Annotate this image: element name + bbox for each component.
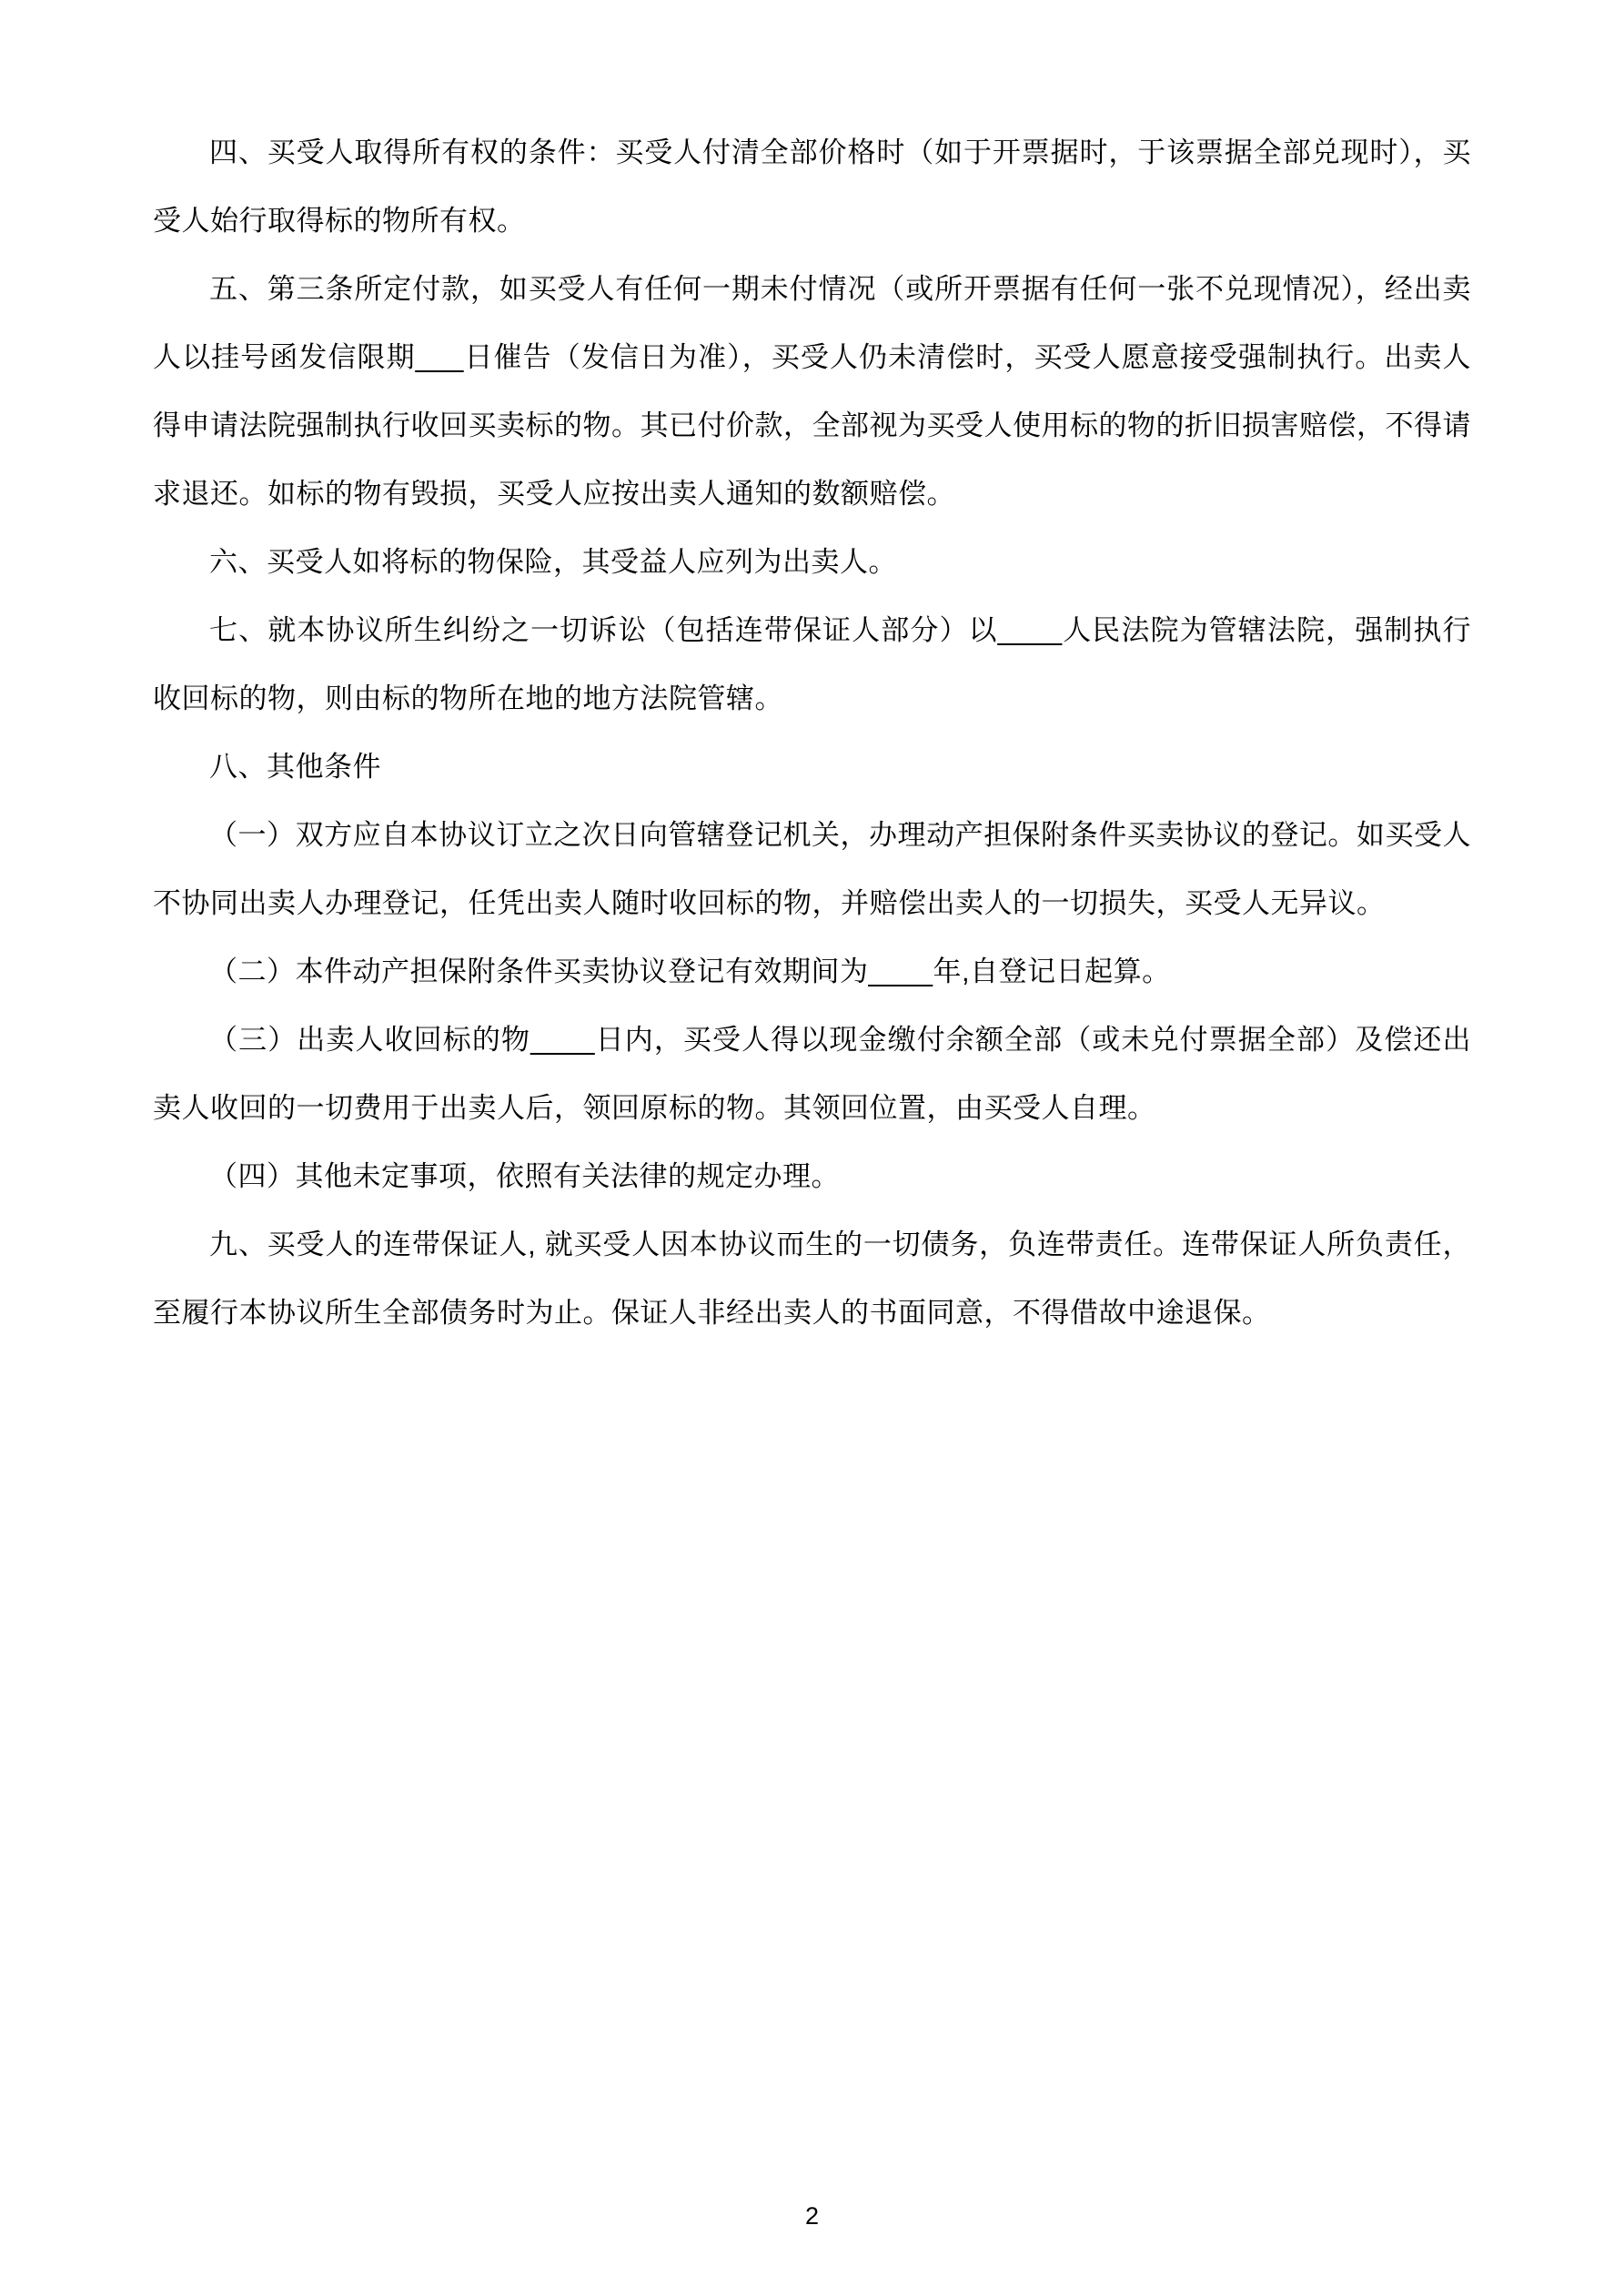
paragraph-clause-4: 四、买受人取得所有权的条件：买受人付清全部价格时（如于开票据时，于该票据全部兑现时），买受人始行取得标的物所有权。 (153, 137, 1471, 237)
document-body (153, 118, 1471, 1347)
paragraph-clause-7: 七、就本协议所生纠纷之一切诉讼（包括连带保证人部分）以____人民法院为管辖法院，强制执行收回标的物，则由标的物所在地的地方法院管辖。 (153, 614, 1471, 714)
paragraph-clause-8-item-3: （三）出卖人收回标的物____日内，买受人得以现金缴付余额全部（或未兑付票据全部）及偿还出卖人收回的一切费用于出卖人后，领回原标的物。其领回位置，由买受人自理。 (153, 1024, 1471, 1124)
page-number: 2 (804, 2202, 820, 2230)
paragraph-clause-9: 九、买受人的连带保证人, 就买受人因本协议而生的一切债务，负连带责任。连带保证人所负责任，至履行本协议所生全部债务时为止。保证人非经出卖人的书面同意，不得借故中途退保。 (153, 1229, 1471, 1329)
paragraph-clause-6: 六、买受人如将标的物保险，其受益人应列为出卖人。 (209, 546, 897, 578)
paragraph-clause-5: 五、第三条所定付款，如买受人有任何一期未付情况（或所开票据有任何一张不兑现情况），经出卖人以挂号函发信限期___日催告（发信日为准），买受人仍未清偿时，买受人愿意接受强制执行。出卖人得申请法院强制执行收回买卖标的物。其已付价款，全部视为买受人使用标的物的折旧损害赔偿，不得请求退还。如标的物有毁损，买受人应按出卖人通知的数额赔偿。 (153, 273, 1471, 510)
paragraph-clause-8-item-4: （四）其他未定事项，依照有关法律的规定办理。 (209, 1160, 840, 1192)
paragraph-clause-8-heading: 八、其他条件 (209, 751, 381, 783)
paragraph-clause-8-item-2: （二）本件动产担保附条件买卖协议登记有效期间为____年,自登记日起算。 (209, 956, 1171, 987)
paragraph-clause-8-item-1: （一）双方应自本协议订立之次日向管辖登记机关，办理动产担保附条件买卖协议的登记。如买受人不协同出卖人办理登记，任凭出卖人随时收回标的物，并赔偿出卖人的一切损失，买受人无异议。 (153, 819, 1471, 919)
